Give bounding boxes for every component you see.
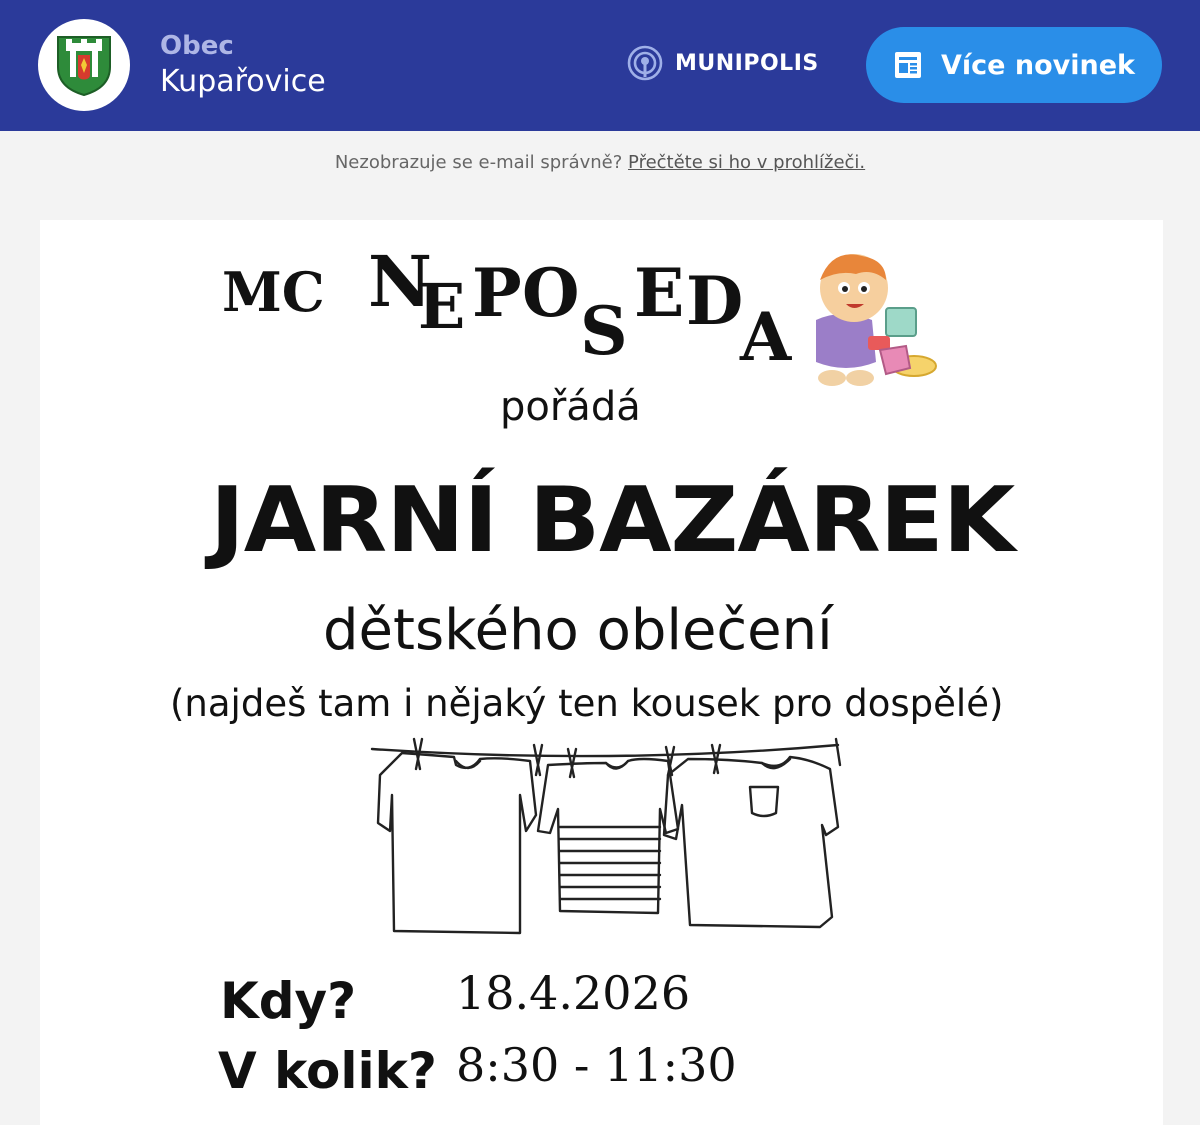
baby-illustration: [802, 250, 962, 390]
town-prefix: Obec: [160, 31, 234, 61]
coat-of-arms-icon: [54, 33, 114, 97]
more-news-button[interactable]: [866, 27, 1162, 103]
club-letter: S: [580, 292, 628, 370]
club-letter: E: [634, 254, 685, 332]
when-value: 18.4.2026: [456, 966, 691, 1020]
header-bar: [0, 0, 1200, 131]
newspaper-icon: [893, 50, 923, 80]
poster-title: JARNÍ BAZÁREK: [210, 468, 1015, 573]
broadcast-icon: [627, 45, 663, 81]
munipolis-brand[interactable]: [627, 45, 819, 81]
poster-note: (najdeš tam i nějaký ten kousek pro dospělé): [170, 682, 1004, 725]
clothesline-illustration: [370, 735, 850, 945]
time-label: V kolik?: [218, 1042, 437, 1100]
when-label: Kdy?: [220, 972, 357, 1030]
club-letter: A: [740, 298, 792, 376]
poster-subtitle: dětského oblečení: [323, 598, 833, 663]
club-letter: O: [522, 254, 580, 332]
notice-text: Nezobrazuje se e-mail správně?: [334, 152, 623, 173]
club-letter: P: [472, 254, 522, 332]
town-name: Kupařovice: [160, 64, 326, 99]
club-letter: N: [368, 240, 432, 323]
view-in-browser-link[interactable]: Přečtěte si ho v prohlížeči.: [628, 152, 866, 173]
poster-club-name: [368, 240, 808, 376]
more-news-label: Více novinek: [941, 49, 1135, 81]
poster-organizes: pořádá: [500, 384, 641, 430]
club-letter: D: [686, 262, 744, 340]
munipolis-label: MUNIPOLIS: [675, 50, 819, 76]
newsletter-card: [40, 220, 1163, 1125]
club-letter: E: [418, 270, 466, 343]
time-value: 8:30 - 11:30: [456, 1038, 737, 1092]
view-in-browser-notice: [0, 152, 1200, 173]
poster-mc: MC: [222, 260, 325, 324]
town-logo[interactable]: [38, 19, 130, 111]
